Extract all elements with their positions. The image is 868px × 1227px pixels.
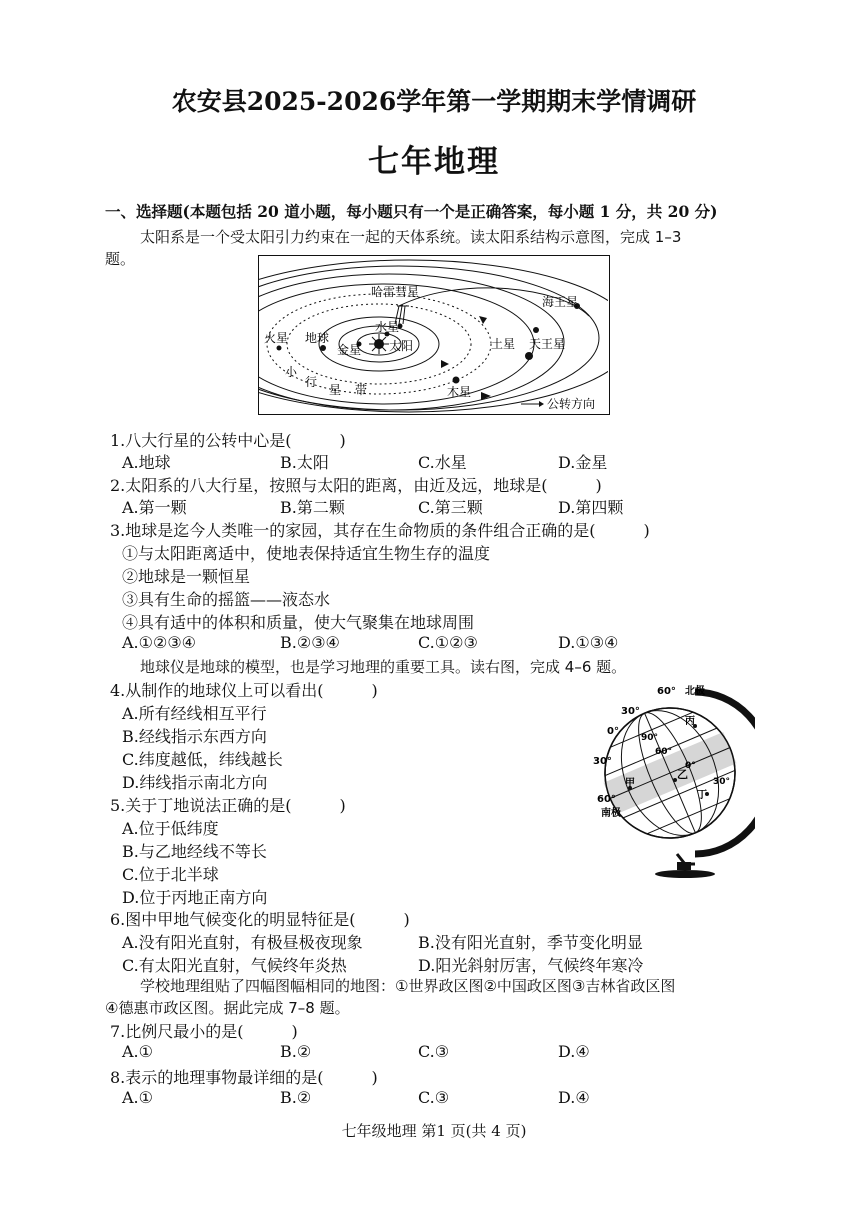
intro-3-line-2: ④德惠市政区图。据此完成 7–8 题。 xyxy=(105,999,350,1017)
q4-option-c[interactable]: C.纬度越低，纬线越长 xyxy=(122,750,283,769)
q6-option-b[interactable]: B.没有阳光直射，季节变化明显 xyxy=(418,933,643,952)
q1-option-d[interactable]: D.金星 xyxy=(558,453,608,472)
globe-lat30n: 30° xyxy=(621,706,640,717)
saturn-label: 土星 xyxy=(491,337,516,351)
question-3: 3.地球是迄今人类唯一的家园，其存在生命物质的条件组合正确的是( ) xyxy=(110,521,650,540)
q7-option-d[interactable]: D.④ xyxy=(558,1042,590,1061)
question-5: 5.关于丁地说法正确的是( ) xyxy=(110,796,346,815)
saturn-dot xyxy=(525,352,533,360)
direction-label: 公转方向 xyxy=(547,397,596,411)
globe-lat0: 0° xyxy=(607,726,619,737)
comet-label: 哈雷彗星 xyxy=(371,285,420,299)
solar-system-diagram xyxy=(259,256,608,413)
q7-option-b[interactable]: B.② xyxy=(280,1042,312,1061)
uranus-label: 天王星 xyxy=(529,337,566,351)
q6-option-c[interactable]: C.有太阳光直射，气候终年炎热 xyxy=(122,956,347,975)
asteroid-label-3: 星 xyxy=(329,383,342,397)
q3-option-d[interactable]: D.①③④ xyxy=(558,633,619,652)
q8-option-b[interactable]: B.② xyxy=(280,1088,312,1107)
asteroid-label-2: 行 xyxy=(305,375,318,389)
q4-option-a[interactable]: A.所有经线相互平行 xyxy=(122,704,267,723)
globe-lat30s: 30° xyxy=(593,756,612,767)
q2-option-d[interactable]: D.第四颗 xyxy=(558,498,624,517)
q2-option-b[interactable]: B.第二颗 xyxy=(280,498,345,517)
question-7: 7.比例尺最小的是( ) xyxy=(110,1022,298,1041)
q3-item-2: ②地球是一颗恒星 xyxy=(122,567,251,586)
globe-lat60n: 60° xyxy=(657,686,676,697)
globe-lon90: 90° xyxy=(641,733,659,743)
asteroid-label-4: 带 xyxy=(355,383,368,397)
solar-system-figure xyxy=(258,255,610,415)
venus-label: 金星 xyxy=(337,343,362,357)
question-1: 1.八大行星的公转中心是( ) xyxy=(110,431,346,450)
globe-figure xyxy=(585,678,755,878)
globe-lat60s: 60° xyxy=(597,794,616,805)
q2-option-c[interactable]: C.第三颗 xyxy=(418,498,483,517)
exam-subtitle: 七年地理 xyxy=(368,144,500,180)
jupiter-label: 木星 xyxy=(447,385,472,399)
q3-item-1: ①与太阳距离适中，使地表保持适宜生物生存的温度 xyxy=(122,544,491,563)
q1-option-b[interactable]: B.太阳 xyxy=(280,453,329,472)
globe-lon30: 30° xyxy=(713,777,731,787)
q3-option-b[interactable]: B.②③④ xyxy=(280,633,340,652)
sun-icon xyxy=(369,334,389,354)
q4-option-b[interactable]: B.经线指示东西方向 xyxy=(122,727,267,746)
q7-option-c[interactable]: C.③ xyxy=(418,1042,450,1061)
question-6: 6.图中甲地气候变化的明显特征是( ) xyxy=(110,910,410,929)
intro-1-line-1: 太阳系是一个受太阳引力约束在一起的天体系统。读太阳系结构示意图，完成 1–3 xyxy=(140,228,682,246)
q1-option-c[interactable]: C.水星 xyxy=(418,453,467,472)
intro-2: 地球仪是地球的模型，也是学习地理的重要工具。读右图，完成 4–6 题。 xyxy=(140,658,627,676)
q3-option-c[interactable]: C.①②③ xyxy=(418,633,478,652)
q1-option-a[interactable]: A.地球 xyxy=(122,453,171,472)
globe-ding: 丁 xyxy=(697,790,707,801)
earth-label: 地球 xyxy=(305,331,330,345)
sun-label: 太阳 xyxy=(389,339,414,353)
globe-yi: 乙 xyxy=(677,768,688,781)
mercury-label: 水星 xyxy=(375,320,400,334)
page-footer: 七年级地理 第1 页(共 4 页) xyxy=(341,1122,527,1140)
q8-option-d[interactable]: D.④ xyxy=(558,1088,590,1107)
exam-title: 农安县2025-2026学年第一学期期末学情调研 xyxy=(171,87,697,116)
q5-option-c[interactable]: C.位于北半球 xyxy=(122,865,219,884)
q2-option-a[interactable]: A.第一颗 xyxy=(122,498,187,517)
q5-option-b[interactable]: B.与乙地经线不等长 xyxy=(122,842,267,861)
q3-item-4: ④具有适中的体积和质量，使大气聚集在地球周围 xyxy=(122,613,475,632)
question-2: 2.太阳系的八大行星，按照与太阳的距离，由近及远，地球是( ) xyxy=(110,476,602,495)
q6-option-d[interactable]: D.阳光斜射厉害，气候终年寒冷 xyxy=(418,956,644,975)
q6-option-a[interactable]: A.没有阳光直射，有极昼极夜现象 xyxy=(122,933,363,952)
q5-option-a[interactable]: A.位于低纬度 xyxy=(122,819,219,838)
intro-3-line-1: 学校地理组贴了四幅图幅相同的地图：①世界政区图②中国政区图③吉林省政区图 xyxy=(140,977,676,995)
q3-option-a[interactable]: A.①②③④ xyxy=(122,633,197,652)
question-8: 8.表示的地理事物最详细的是( ) xyxy=(110,1068,378,1087)
asteroid-label-1: 小 xyxy=(285,365,298,379)
q5-option-d[interactable]: D.位于丙地正南方向 xyxy=(122,888,268,907)
q4-option-d[interactable]: D.纬线指示南北方向 xyxy=(122,773,268,792)
uranus-dot xyxy=(533,327,539,333)
intro-1-line-2: 题。 xyxy=(105,250,136,268)
globe-bing: 丙 xyxy=(685,716,695,727)
q3-item-3: ③具有生命的摇篮——液态水 xyxy=(122,590,331,609)
globe-lon0: 0° xyxy=(685,761,696,771)
q7-option-a[interactable]: A.① xyxy=(122,1042,153,1061)
jupiter-dot xyxy=(453,377,460,384)
globe-lon60: 60° xyxy=(655,747,673,757)
q8-option-a[interactable]: A.① xyxy=(122,1088,153,1107)
q8-option-c[interactable]: C.③ xyxy=(418,1088,450,1107)
globe-south-pole: 南极 xyxy=(601,808,621,819)
earth-dot xyxy=(320,345,326,351)
question-4: 4.从制作的地球仪上可以看出( ) xyxy=(110,681,378,700)
globe-jia: 甲 xyxy=(625,778,635,789)
section-heading: 一、选择题(本题包括 20 道小题，每小题只有一个是正确答案，每小题 1 分，共 20 分) xyxy=(105,202,718,221)
globe-diagram xyxy=(585,678,755,878)
neptune-label: 海王星 xyxy=(542,295,579,309)
mars-dot xyxy=(277,346,282,351)
globe-north-pole: 北极 xyxy=(685,686,705,697)
mars-label: 火星 xyxy=(264,331,289,345)
